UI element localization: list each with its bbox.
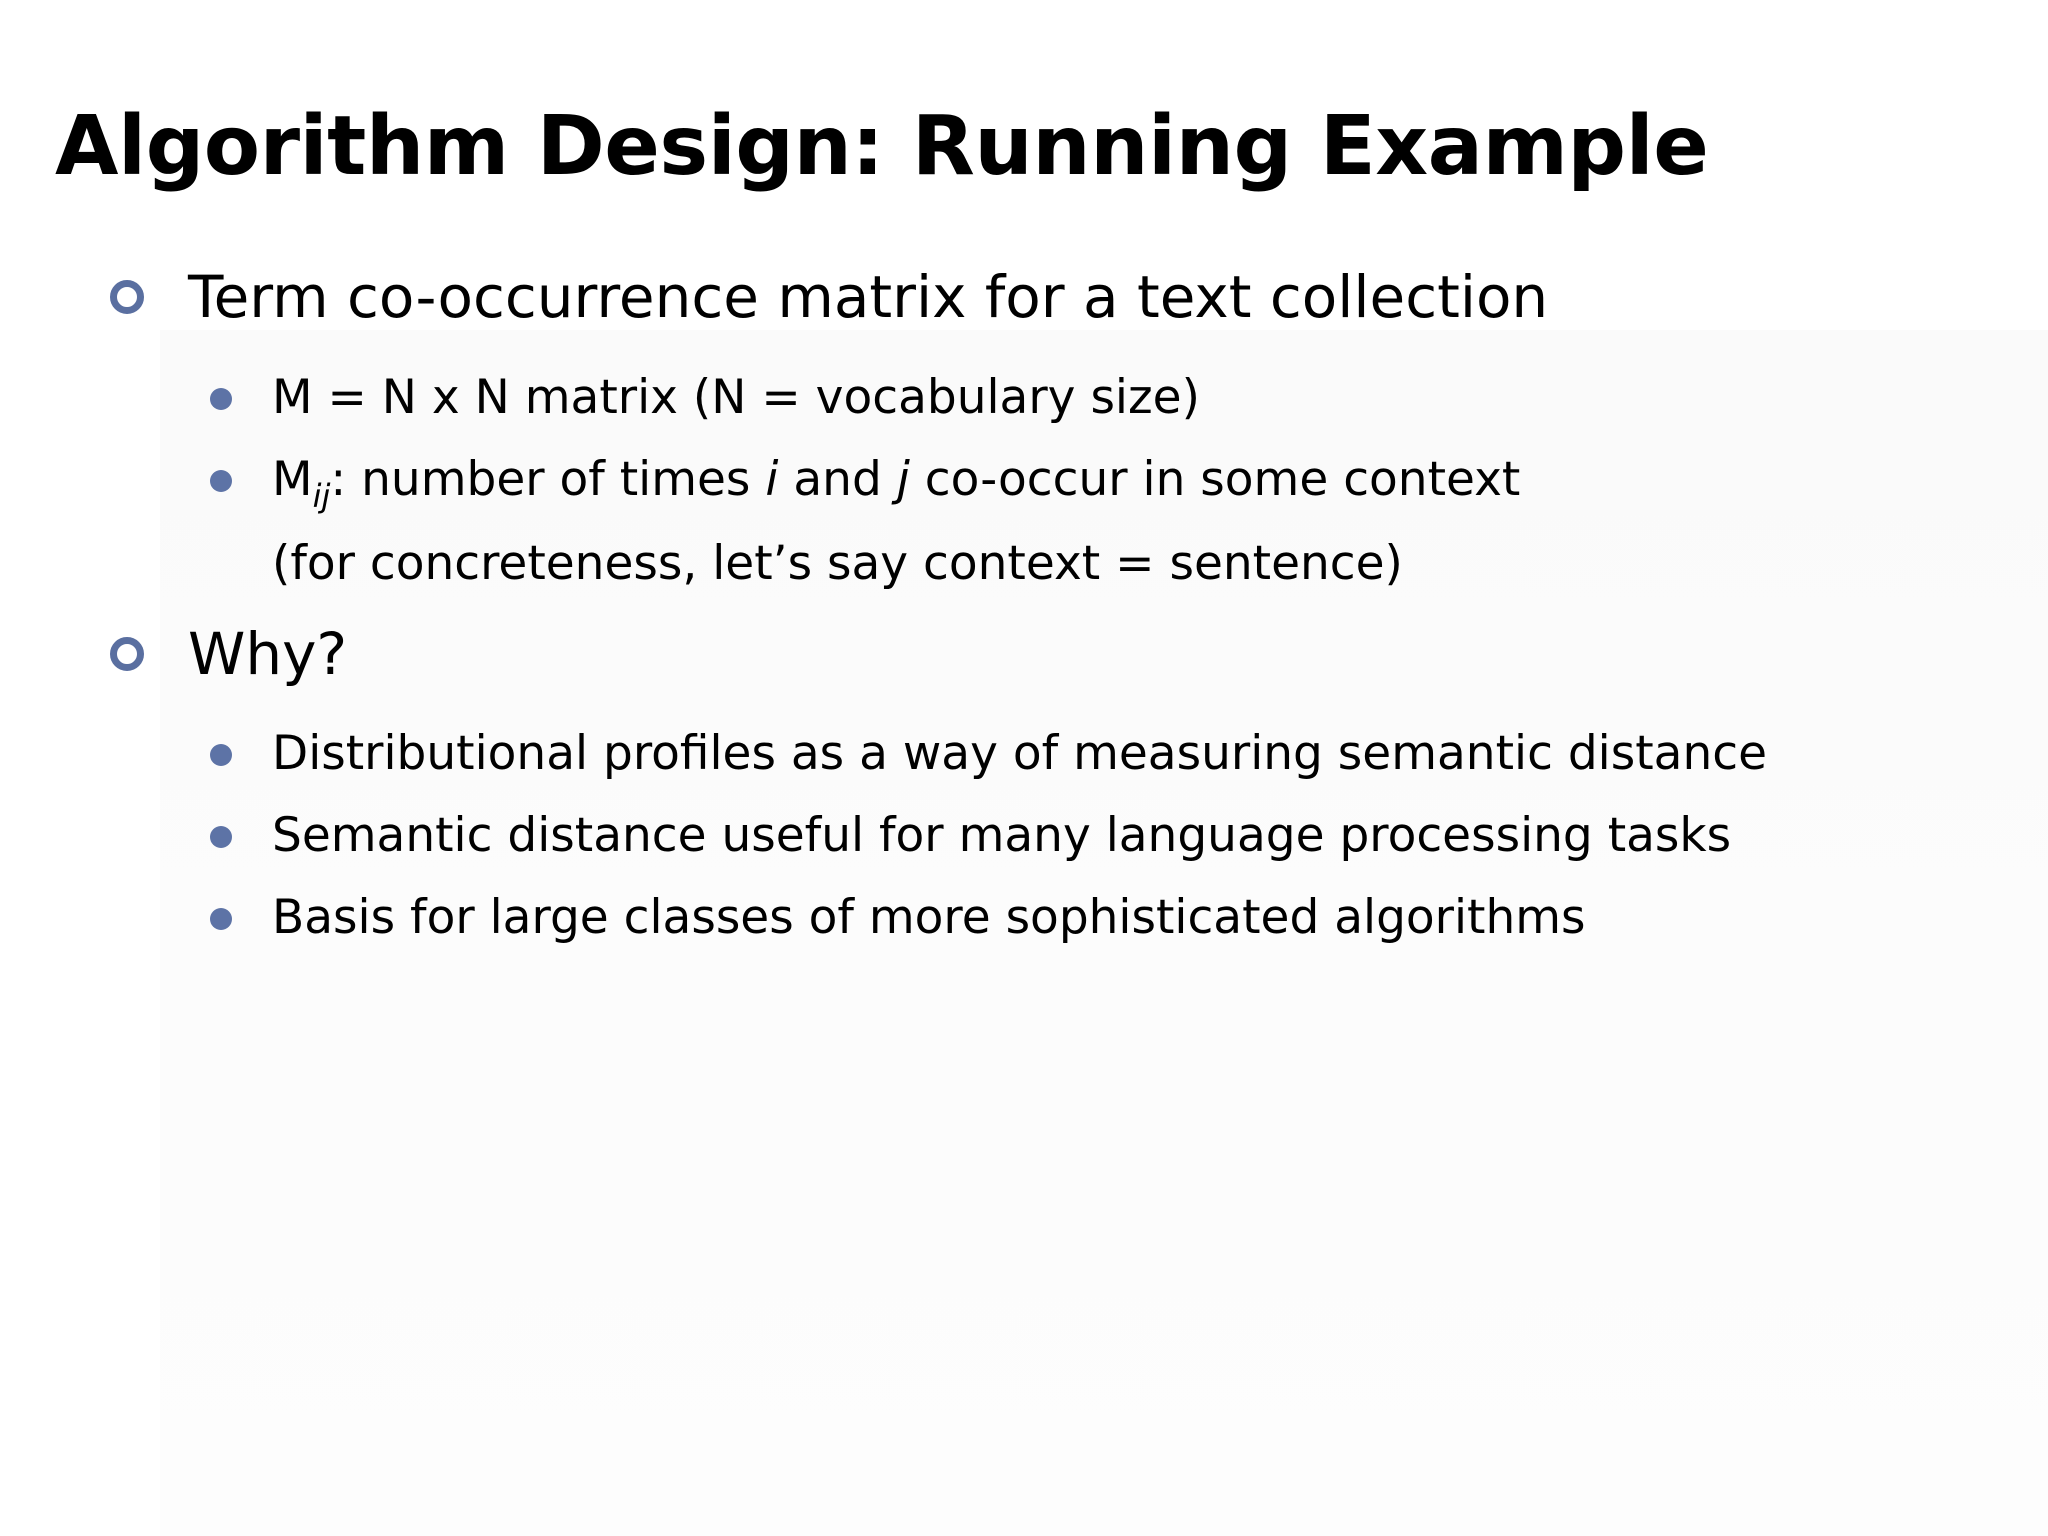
list-item-text: M = N x N matrix (N = vocabulary size): [272, 370, 1200, 425]
list-item-line-2: (for concreteness, let’s say context = sentence): [272, 536, 1403, 591]
section-label: Term co-occurrence matrix for a text collection: [188, 263, 1549, 331]
section-label: Why?: [188, 620, 348, 688]
variable-i: i: [765, 452, 779, 507]
section-bullet-why: [110, 619, 347, 689]
list-item-text: Basis for large classes of more sophisticated algorithms: [272, 890, 1586, 945]
list-item: [210, 802, 1731, 870]
list-item: [210, 884, 1586, 952]
ring-bullet-icon: [110, 280, 144, 314]
list-item: [210, 446, 1520, 598]
list-item: [210, 720, 1767, 788]
dot-bullet-icon: [210, 388, 232, 410]
variable-j: j: [896, 452, 910, 507]
ring-bullet-icon: [110, 637, 144, 671]
dot-bullet-icon: [210, 826, 232, 848]
dot-bullet-icon: [210, 744, 232, 766]
list-item: [210, 364, 1200, 432]
list-item-text: [272, 446, 1520, 598]
list-item-line-1: [272, 446, 1520, 530]
text-fragment: and: [778, 452, 897, 507]
list-item-text: Distributional profiles as a way of measuring semantic distance: [272, 726, 1768, 781]
text-fragment: co-occur in some context: [909, 452, 1521, 507]
dot-bullet-icon: [210, 908, 232, 930]
dot-bullet-icon: [210, 470, 232, 492]
matrix-subscript: ij: [312, 477, 331, 515]
list-item-text: Semantic distance useful for many language processing tasks: [272, 808, 1732, 863]
slide-title: Algorithm Design: Running Example: [55, 99, 1709, 194]
section-bullet-term-cooccurrence: [110, 262, 1548, 332]
text-fragment: : number of times: [330, 452, 766, 507]
matrix-symbol: M: [272, 452, 313, 507]
